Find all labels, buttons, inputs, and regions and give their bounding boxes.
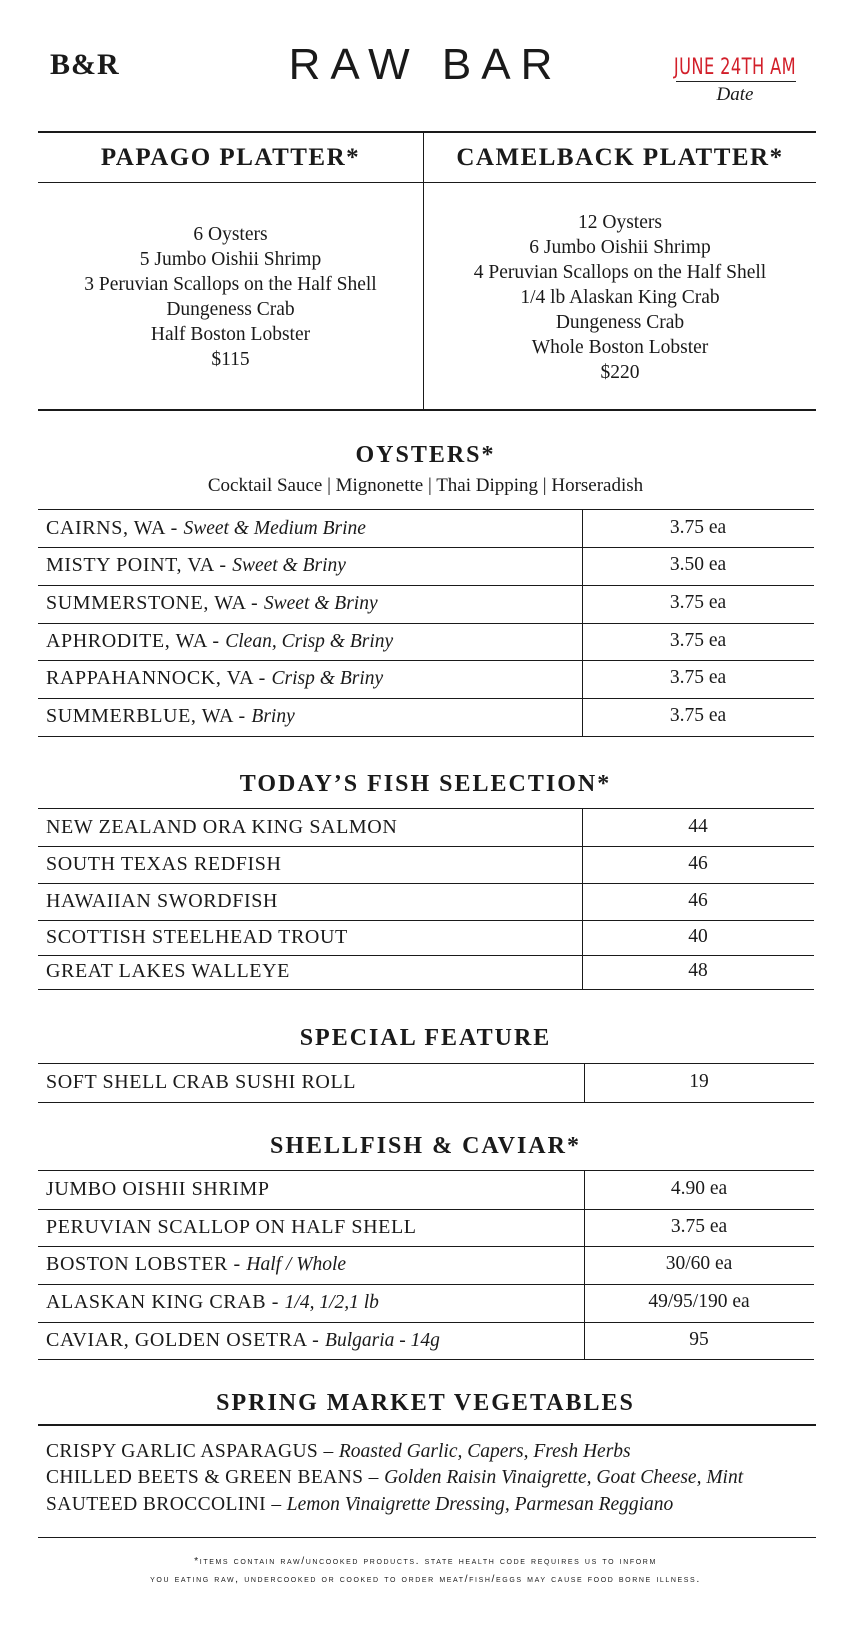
platter-item: Dungeness Crab	[555, 312, 685, 333]
item-name	[46, 667, 383, 690]
platter-title-papago: PAPAGO PLATTER*	[100, 144, 361, 171]
item-title: NEW ZEALAND ORA KING SALMON	[46, 816, 398, 838]
platter-item: 3 Peruvian Scallops on the Half Shell	[84, 274, 377, 295]
item-title: CAIRNS, WA -	[46, 517, 184, 539]
date-value: JUNE 24TH AM	[673, 55, 797, 80]
vegetables-bottom-rule	[38, 1537, 816, 1538]
item-name	[46, 1253, 346, 1276]
item-title: APHRODITE, WA -	[46, 630, 226, 652]
item-price: 30/60 ea	[665, 1253, 733, 1274]
item-name	[46, 1216, 417, 1239]
vegetable-desc: Roasted Garlic, Capers, Fresh Herbs	[338, 1441, 631, 1462]
section-title-vegetables: SPRING MARKET VEGETABLES	[216, 1390, 635, 1416]
vegetable-name: CHILLED BEETS & GREEN BEANS –	[46, 1467, 385, 1488]
oysters-sauces: Cocktail Sauce | Mignonette | Thai Dipping | Horseradish	[207, 475, 644, 496]
table-row	[38, 955, 814, 990]
table-row	[38, 623, 814, 661]
platter-price: $220	[600, 362, 640, 383]
item-price: 3.75 ea	[670, 1216, 728, 1237]
platter-item: 6 Jumbo Oishii Shrimp	[529, 237, 711, 258]
item-price: 44	[688, 816, 708, 837]
item-name	[46, 926, 348, 949]
table-row	[38, 1171, 814, 1210]
item-title: SOUTH TEXAS REDFISH	[46, 853, 282, 875]
section-title-oysters: OYSTERS*	[355, 442, 496, 468]
platter-item: 5 Jumbo Oishii Shrimp	[139, 249, 322, 270]
platter-item: 1/4 lb Alaskan King Crab	[520, 287, 720, 308]
item-name	[46, 960, 290, 983]
item-description: Sweet & Briny	[232, 555, 346, 576]
item-description: Crisp & Briny	[271, 668, 384, 689]
item-title: PERUVIAN SCALLOP ON HALF SHELL	[46, 1216, 417, 1238]
section-title-shellfish: SHELLFISH & CAVIAR*	[270, 1133, 581, 1159]
vegetable-item	[46, 1494, 673, 1516]
item-title: SOFT SHELL CRAB SUSHI ROLL	[46, 1071, 357, 1093]
item-title: SUMMERBLUE, WA -	[46, 705, 252, 727]
table-row	[38, 698, 814, 737]
table-row	[38, 1246, 814, 1285]
table-row	[38, 809, 814, 847]
platter-list-papago	[38, 222, 423, 372]
item-description: Sweet & Briny	[263, 593, 378, 614]
item-name	[46, 1329, 440, 1352]
item-title: SCOTTISH STEELHEAD TROUT	[46, 926, 348, 948]
item-title: CAVIAR, GOLDEN OSETRA -	[46, 1329, 326, 1351]
page-title: RAW BAR	[288, 40, 563, 89]
item-name	[46, 816, 397, 839]
table-row	[38, 1322, 814, 1360]
table-row	[38, 1209, 814, 1247]
item-title: BOSTON LOBSTER -	[46, 1253, 247, 1275]
item-price: 3.50 ea	[669, 554, 727, 575]
section-title-fish: TODAY’S FISH SELECTION*	[239, 771, 612, 797]
item-price: 40	[688, 926, 708, 947]
platter-item: 12 Oysters	[578, 212, 662, 233]
vegetables-top-rule	[38, 1424, 816, 1426]
item-name	[46, 517, 366, 540]
platter-item: 4 Peruvian Scallops on the Half Shell	[473, 262, 767, 283]
platter-title-camelback: CAMELBACK PLATTER*	[456, 144, 784, 171]
item-price: 46	[688, 890, 708, 911]
item-price: 49/95/190 ea	[648, 1291, 750, 1312]
item-price: 46	[688, 853, 708, 874]
item-price: 3.75 ea	[669, 705, 727, 726]
item-description: Briny	[251, 706, 295, 727]
item-price: 3.75 ea	[669, 630, 727, 651]
vegetable-item	[46, 1467, 743, 1489]
item-description: Clean, Crisp & Briny	[225, 631, 394, 652]
vegetable-desc: Golden Raisin Vinaigrette, Goat Cheese, Mint	[384, 1467, 744, 1488]
date-label: Date	[716, 84, 754, 105]
item-title: JUMBO OISHII SHRIMP	[46, 1178, 270, 1200]
vegetable-name: CRISPY GARLIC ASPARAGUS –	[46, 1441, 339, 1462]
health-disclaimer-line-2: you eating raw, undercooked or cooked to order meat/fish/eggs may cause food borne illness.	[150, 1573, 701, 1585]
item-title: GREAT LAKES WALLEYE	[46, 960, 290, 982]
item-price: 3.75 ea	[669, 517, 727, 538]
item-title: HAWAIIAN SWORDFISH	[46, 890, 278, 912]
item-name	[46, 1178, 270, 1201]
item-name	[46, 1291, 379, 1314]
item-name	[46, 630, 393, 653]
item-title: RAPPAHANNOCK, VA -	[46, 667, 272, 689]
item-description: Sweet & Medium Brine	[183, 518, 366, 539]
item-description: Half / Whole	[246, 1254, 347, 1275]
item-title: ALASKAN KING CRAB -	[46, 1291, 285, 1313]
vegetable-item	[46, 1441, 631, 1463]
vegetable-desc: Lemon Vinaigrette Dressing, Parmesan Reggiano	[286, 1494, 674, 1515]
platter-bottom-rule	[38, 409, 816, 411]
item-title: MISTY POINT, VA -	[46, 554, 233, 576]
item-price: 3.75 ea	[669, 667, 727, 688]
health-disclaimer-line-1: *items contain raw/uncooked products. state health code requires us to inform	[194, 1555, 657, 1567]
platter-price: $115	[211, 349, 250, 370]
item-title: SUMMERSTONE, WA -	[46, 592, 264, 614]
platter-item: Whole Boston Lobster	[531, 337, 709, 358]
platter-item: Half Boston Lobster	[150, 324, 311, 345]
platter-head-rule	[38, 182, 816, 183]
item-description: Bulgaria - 14g	[325, 1330, 440, 1351]
item-name	[46, 554, 346, 577]
item-price: 95	[689, 1329, 709, 1350]
item-description: 1/4, 1/2,1 lb	[284, 1292, 379, 1313]
table-row	[38, 883, 814, 921]
table-row	[38, 1284, 814, 1323]
platter-item: Dungeness Crab	[166, 299, 295, 320]
item-price: 4.90 ea	[670, 1178, 728, 1199]
item-name	[46, 705, 295, 728]
table-row	[38, 660, 814, 699]
platter-list-camelback	[424, 210, 816, 385]
item-name	[46, 890, 278, 913]
table-row	[38, 846, 814, 884]
item-name	[46, 853, 282, 876]
vegetable-name: SAUTEED BROCCOLINI –	[46, 1494, 287, 1515]
table-row	[38, 510, 814, 548]
item-price: 48	[688, 960, 708, 981]
item-name	[46, 1071, 356, 1094]
item-name	[46, 592, 378, 615]
table-row	[38, 920, 814, 956]
item-price: 19	[689, 1071, 709, 1092]
platter-item: 6 Oysters	[193, 224, 268, 245]
table-row	[38, 547, 814, 586]
platter-top-rule	[38, 131, 816, 133]
table-row	[38, 1064, 814, 1103]
logo: B&R	[50, 48, 120, 81]
date-underline	[676, 81, 796, 82]
item-price: 3.75 ea	[669, 592, 727, 613]
table-row	[38, 585, 814, 624]
section-title-special: SPECIAL FEATURE	[299, 1025, 552, 1051]
